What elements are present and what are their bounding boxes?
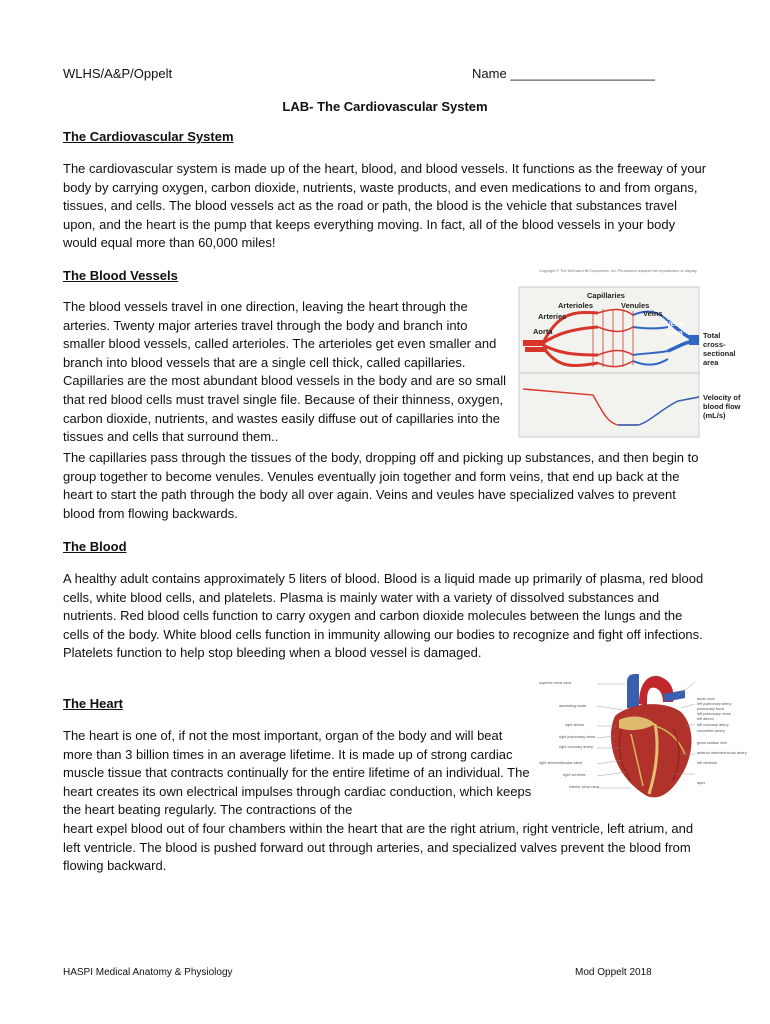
heart-label-r1: left pulmonary artery — [697, 702, 732, 706]
course-code: WLHS/A&P/Oppelt — [63, 66, 173, 81]
heart-label-r10: apex — [697, 781, 706, 785]
label-aorta: Aorta — [533, 327, 553, 336]
name-field: Name ____________________ — [472, 66, 655, 81]
label-cava: cava — [666, 328, 683, 337]
heading-blood: The Blood — [63, 539, 127, 554]
heading-blood-vessels: The Blood Vessels — [63, 268, 178, 283]
heading-cardiovascular-system: The Cardiovascular System — [63, 129, 234, 144]
label-velocity-3: (mL/s) — [703, 411, 726, 420]
figure-copyright: Copyright © The McGraw-Hill Companies, Inc. Permission required for reproduction or display. — [539, 269, 698, 273]
footer-left: HASPI Medical Anatomy & Physiology — [63, 967, 233, 978]
heart-label-r9: left ventricle — [697, 761, 718, 765]
heart-label-r5: left coronary artery — [697, 723, 729, 727]
blood-vessel-figure — [503, 263, 755, 455]
paragraph-cardiovascular-system: The cardiovascular system is made up of the heart, blood, and blood vessels. It functions as the freeway of your body by carrying oxygen, carbon dioxide, nutrients, waste products, and even medications to and from organs, tissues, and cells. The blood vessels act as the road or path, the blood is the vehicle that substances travel upon, and the heart is the pump that keeps everything moving. In fact, all of the blood vessels in your body would equal more than 60,000 miles! — [63, 161, 707, 251]
heart-label-r3: left pulmonary veins — [697, 712, 731, 716]
label-arterioles: Arterioles — [558, 301, 594, 310]
label-veins: Veins — [643, 309, 663, 318]
label-velocity-1: Velocity of — [703, 393, 741, 402]
heart-label-l3: right pulmonary veins — [559, 735, 596, 739]
label-arteries: Arteries — [538, 312, 567, 321]
heart-label-l0: superior vena cava — [539, 681, 572, 685]
label-capillaries: Capillaries — [587, 291, 625, 300]
heart-label-r0: aortic arch — [697, 697, 715, 701]
label-vena: Vena — [666, 319, 684, 328]
heart-label-l1: ascending aorta — [559, 704, 587, 708]
label-velocity-2: blood flow — [703, 402, 741, 411]
paragraph-blood-vessels-1: The blood vessels travel in one direction, leaving the heart through the arteries. Twenty major arteries travel through the body and branch into smaller blood vessels, called arterioles. The arterioles get even smaller and branch into blood vessels that are a single cell thick, called capillaries. Capillaries are the most abundant blood vessels in the body and are so small that red blood cells must travel single file. Because of their thinness, oxygen, carbon dioxide, nutrients, and wastes easily diffuse out of capillaries into the tissues and cells that surround them.. — [63, 299, 506, 445]
heart-figure — [535, 668, 757, 808]
heading-heart: The Heart — [63, 696, 123, 711]
heart-label-l5: right atrioventricular valve — [539, 761, 583, 765]
heart-label-r2: pulmonary trunk — [697, 707, 725, 711]
heart-label-l2: right atrium — [565, 723, 584, 727]
label-area-4: area — [703, 358, 719, 367]
heart-label-r4: left atrium — [697, 717, 714, 721]
heart-illustration — [611, 674, 692, 797]
heart-label-l7: inferior vena cava — [569, 785, 599, 789]
page-title: LAB- The Cardiovascular System — [282, 99, 488, 114]
heart-label-r6: circumflex artery — [697, 729, 725, 733]
paragraph-blood-vessels-2: The capillaries pass through the tissues of the body, dropping off and picking up substances, and then begin to group together to become venules. Venules eventually join together and form veins, that end up back at the heart to start the path through the body all over again. Veins and veules have specialized valves to prevent blood from flowing backwards. — [63, 450, 699, 521]
label-area-2: cross- — [703, 340, 726, 349]
paragraph-heart-1: The heart is one of, if not the most important, organ of the body and will beat more than 3 billion times in an average lifetime. It is made up of strong cardiac muscle tissue that contracts continually for the entire lifetime of an individual. The heart creates its own electrical impulses through cardiac conduction, which keeps the heart beating regularly. The contractions of the — [63, 728, 532, 818]
paragraph-heart-2: heart expel blood out of four chambers within the heart that are the right atrium, right ventricle, left atrium, and left ventricle. The blood is pushed forward out through arteries, and specialized valves prevent the blood from flowing backward. — [63, 821, 694, 874]
label-area-3: sectional — [703, 349, 736, 358]
heart-label-l4: right coronary artery — [559, 745, 593, 749]
heart-label-r7: great cardiac vein — [697, 741, 727, 745]
label-venules: Venules — [621, 301, 650, 310]
paragraph-blood: A healthy adult contains approximately 5 liters of blood. Blood is a liquid made up primarily of plasma, red blood cells, white blood cells, and platelets. Plasma is mainly water with a variety of dissolved substances and nutrients. Red blood cells function to carry oxygen and carbon dioxide molecules between the lungs and the cells of the body. White blood cells function in immunity allowing our bodies to recognize and fight off infections. Platelets function to help stop bleeding when a blood vessel is damaged. — [63, 571, 704, 661]
heart-label-l6: right ventricle — [563, 773, 586, 777]
heart-label-r8: anterior interventricular artery — [697, 751, 747, 755]
label-area-1: Total — [703, 331, 721, 340]
footer-right: Mod Oppelt 2018 — [575, 967, 652, 978]
